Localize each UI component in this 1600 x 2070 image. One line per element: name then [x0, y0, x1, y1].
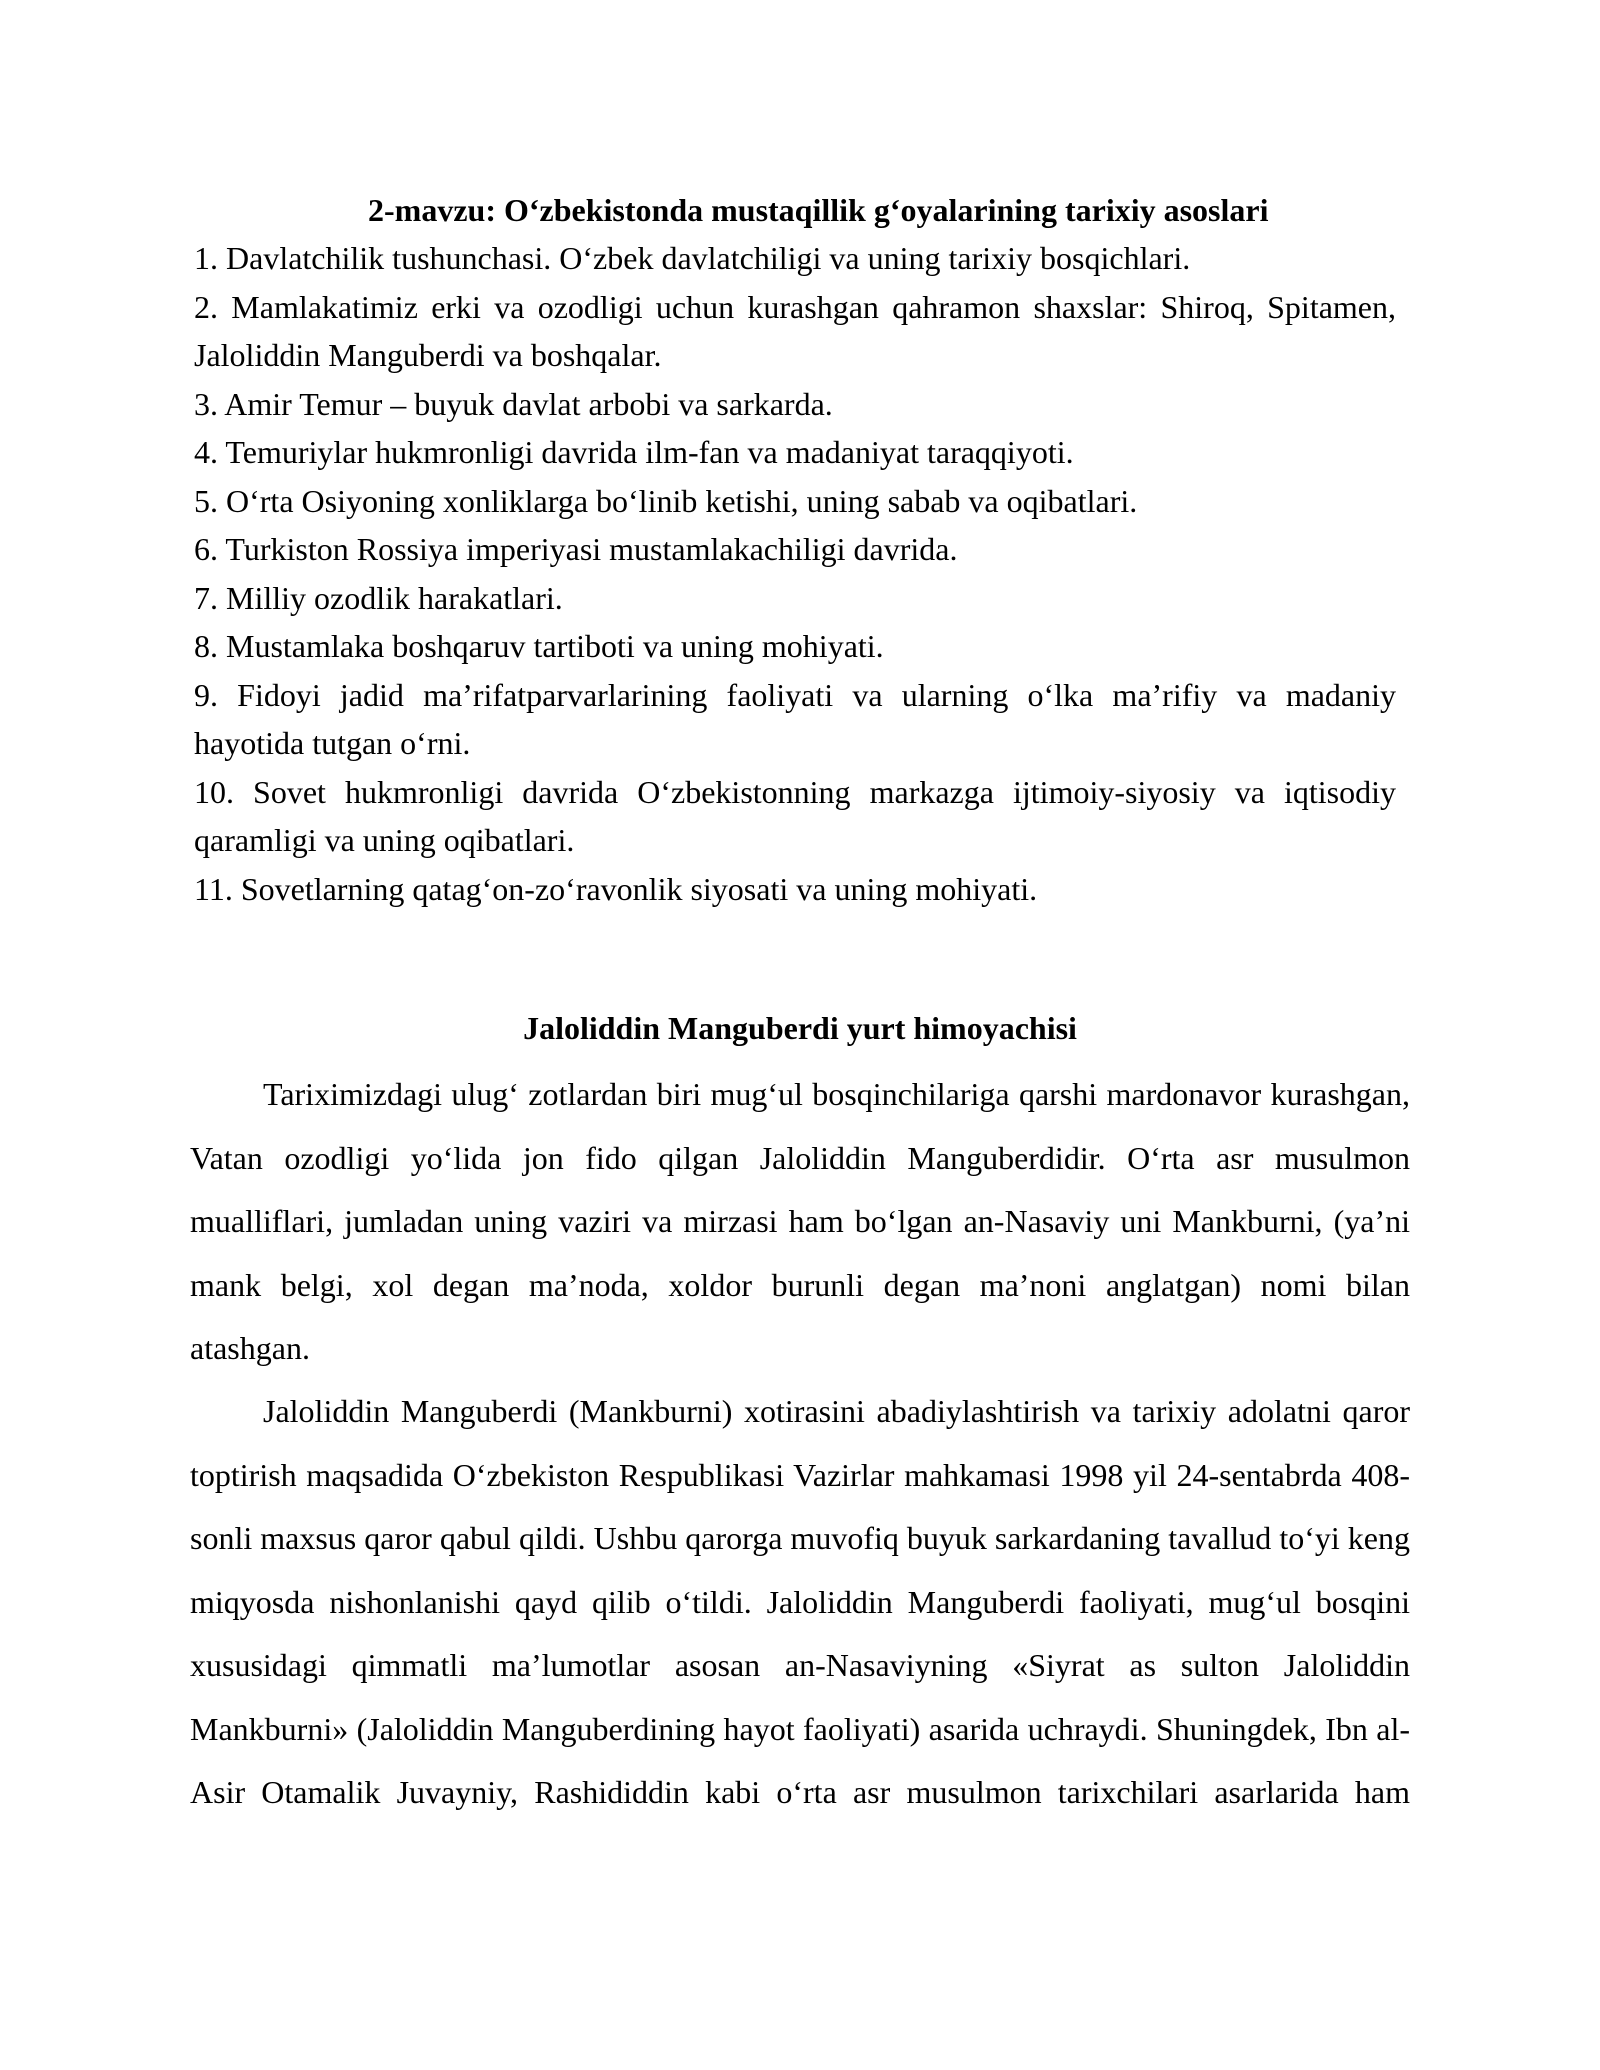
list-item: 8. Mustamlaka boshqaruv tartiboti va uning mohiyati. — [194, 628, 884, 664]
topic-list — [194, 234, 1396, 913]
list-item: 4. Temuriylar hukmronligi davrida ilm-fan va madaniyat taraqqiyoti. — [194, 434, 1074, 470]
list-item: 1. Davlatchilik tushunchasi. O‘zbek davlatchiligi va uning tarixiy bosqichlari. — [194, 240, 1191, 276]
section-title: Jaloliddin Manguberdi yurt himoyachisi — [523, 1010, 1077, 1046]
list-item: 9. Fidoyi jadid ma’rifatparvarlarining faoliyati va ularning o‘lka ma’rifiy va madaniy hayotida tutgan o‘rni. — [194, 676, 1396, 761]
paragraph: Tariximizdagi ulug‘ zotlardan biri mug‘ul bosqinchilariga qarshi mardonavor kurashgan, Vatan ozodligi yo‘lida jon fido qilgan Jaloliddin Manguberdidir. O‘rta asr musulmon mualliflari, jumladan uning vaziri va mirzasi ham bo‘lgan an-Nasaviy uni Mankburni, (ya’ni mank belgi, xol degan ma’noda, xoldor burunli degan ma’noni anglatgan) nomi bilan atashgan. — [190, 1076, 1410, 1366]
paragraph: Jaloliddin Manguberdi (Mankburni) xotirasini abadiylashtirish va tarixiy adolatni qaror toptirish maqsadida O‘zbekiston Respublikasi Vazirlar mahkamasi 1998 yil 24-sentabrda 408-sonli maxsus qaror qabul qildi. Ushbu qarorga muvofiq buyuk sarkardaning tavallud to‘yi keng miqyosda nishonlanishi qayd qilib o‘tildi. Jaloliddin Manguberdi faoliyati, mug‘ul bosqini xususidagi qimmatli ma’lumotlar asosan an-Nasaviyning «Siyrat as sulton Jaloliddin Mankburni» (Jaloliddin Manguberdining hayot faoliyati) asarida uchraydi. Shuningdek, Ibn al-Asir Otamalik Juvayniy, Rashididdin kabi o‘rta asr musulmon tarixchilari asarlarida ham — [190, 1393, 1410, 1810]
list-item: 11. Sovetlarning qatag‘on-zo‘ravonlik siyosati va uning mohiyati. — [194, 870, 1038, 907]
list-item: 5. O‘rta Osiyoning xonliklarga bo‘linib ketishi, uning sabab va oqibatlari. — [194, 482, 1138, 519]
list-item: 7. Milliy ozodlik harakatlari. — [194, 579, 563, 616]
list-item: 2. Mamlakatimiz erki va ozodligi uchun kurashgan qahramon shaxslar: Shiroq, Spitamen, Jaloliddin Manguberdi va boshqalar. — [194, 288, 1396, 373]
list-item: 10. Sovet hukmronligi davrida O‘zbekistonning markazga ijtimoiy-siyosiy va iqtisodiy qaramligi va uning oqibatlari. — [194, 773, 1396, 858]
list-item: 6. Turkiston Rossiya imperiyasi mustamlakachiligi davrida. — [194, 531, 958, 567]
topic-title: 2-mavzu: O‘zbekistonda mustaqillik g‘oyalarining tarixiy asoslari — [368, 192, 1269, 228]
list-item: 3. Amir Temur – buyuk davlat arbobi va sarkarda. — [194, 385, 833, 422]
